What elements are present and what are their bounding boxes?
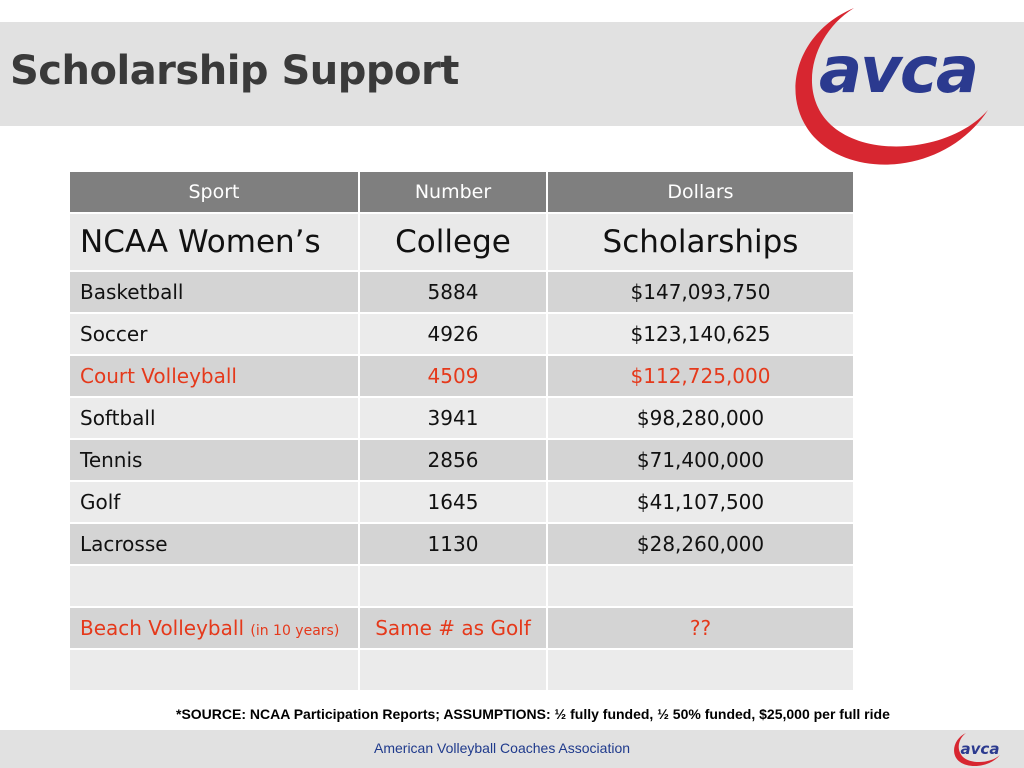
- table-row-highlighted: [69, 607, 854, 649]
- table-row: [69, 439, 854, 481]
- dollars-cell: $71,400,000: [547, 439, 854, 481]
- sport-cell: Tennis: [69, 439, 359, 481]
- dollars-cell: $123,140,625: [547, 313, 854, 355]
- page-title: Scholarship Support: [10, 48, 459, 94]
- table-row: [69, 481, 854, 523]
- dollars-cell: ??: [547, 607, 854, 649]
- logo-wordmark: avca: [818, 34, 978, 108]
- dollars-cell: $112,725,000: [547, 355, 854, 397]
- sport-cell: [69, 565, 359, 607]
- subheader-cell: Scholarships: [547, 213, 854, 271]
- sport-cell: [69, 649, 359, 691]
- sport-cell: [69, 607, 359, 649]
- number-cell: [359, 649, 547, 691]
- number-cell: 3941: [359, 397, 547, 439]
- number-cell: 4509: [359, 355, 547, 397]
- dollars-cell: $41,107,500: [547, 481, 854, 523]
- header-number: Number: [359, 171, 547, 213]
- header-sport: Sport: [69, 171, 359, 213]
- avca-logo: [776, 2, 1016, 170]
- table-row: [69, 397, 854, 439]
- table-row-empty: [69, 565, 854, 607]
- dollars-cell: [547, 649, 854, 691]
- dollars-cell: $147,093,750: [547, 271, 854, 313]
- subheader-cell: NCAA Women’s: [69, 213, 359, 271]
- footer-text: American Volleyball Coaches Association: [374, 740, 631, 756]
- table-subheader-row: [69, 213, 854, 271]
- sport-cell: Basketball: [69, 271, 359, 313]
- sport-name: Beach Volleyball: [80, 616, 244, 640]
- source-note: *SOURCE: NCAA Participation Reports; ASSUMPTIONS: ½ fully funded, ½ 50% funded, $25,000 per full ride: [176, 706, 890, 722]
- scholarship-table: [68, 170, 855, 692]
- subheader-cell: College: [359, 213, 547, 271]
- header-dollars: Dollars: [547, 171, 854, 213]
- dollars-cell: [547, 565, 854, 607]
- dollars-cell: $28,260,000: [547, 523, 854, 565]
- logo-wordmark: avca: [960, 740, 1000, 758]
- table-header-row: [69, 171, 854, 213]
- number-cell: 4926: [359, 313, 547, 355]
- number-cell: 1645: [359, 481, 547, 523]
- number-cell: 1130: [359, 523, 547, 565]
- dollars-cell: $98,280,000: [547, 397, 854, 439]
- number-cell: [359, 565, 547, 607]
- avca-logo-small: [950, 731, 1006, 767]
- sport-cell: Golf: [69, 481, 359, 523]
- number-cell: 2856: [359, 439, 547, 481]
- table-row-highlighted: [69, 355, 854, 397]
- number-cell: 5884: [359, 271, 547, 313]
- sport-cell: Soccer: [69, 313, 359, 355]
- beach-note: (in 10 years): [250, 623, 340, 639]
- sport-cell: Lacrosse: [69, 523, 359, 565]
- table-row: [69, 313, 854, 355]
- table-row: [69, 271, 854, 313]
- sport-cell: Softball: [69, 397, 359, 439]
- table-row: [69, 523, 854, 565]
- table-row-empty: [69, 649, 854, 691]
- sport-cell: Court Volleyball: [69, 355, 359, 397]
- number-cell: Same # as Golf: [359, 607, 547, 649]
